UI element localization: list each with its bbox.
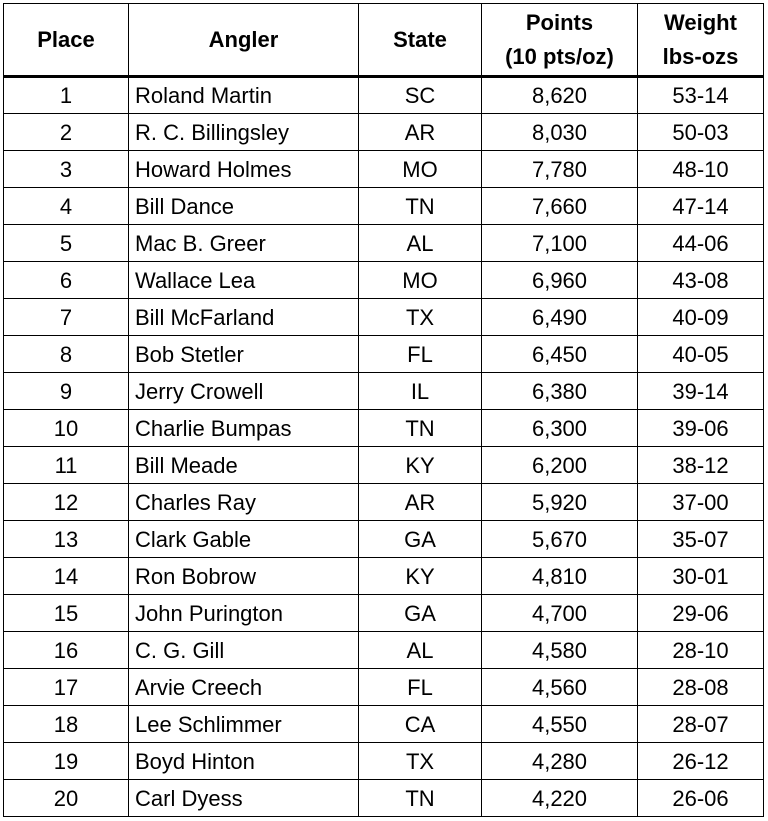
header-weight-title: Weight — [664, 9, 737, 35]
cell-points: 4,810 — [482, 558, 638, 595]
cell-weight: 28-10 — [638, 632, 764, 669]
cell-state: KY — [359, 558, 482, 595]
cell-weight: 39-14 — [638, 373, 764, 410]
header-state: State — [359, 4, 482, 77]
cell-weight: 28-08 — [638, 669, 764, 706]
table-row — [4, 484, 764, 521]
table-row — [4, 336, 764, 373]
cell-angler: Jerry Crowell — [129, 373, 359, 410]
cell-place: 6 — [4, 262, 129, 299]
cell-place: 18 — [4, 706, 129, 743]
cell-state: TX — [359, 299, 482, 336]
table-row — [4, 225, 764, 262]
table-body — [4, 77, 764, 817]
cell-angler: Mac B. Greer — [129, 225, 359, 262]
cell-points: 4,560 — [482, 669, 638, 706]
cell-state: GA — [359, 595, 482, 632]
cell-points: 4,700 — [482, 595, 638, 632]
cell-angler: Clark Gable — [129, 521, 359, 558]
cell-angler: Roland Martin — [129, 77, 359, 114]
header-angler: Angler — [129, 4, 359, 77]
table-row — [4, 595, 764, 632]
table-row — [4, 780, 764, 817]
header-points — [482, 4, 638, 77]
cell-state: MO — [359, 262, 482, 299]
cell-weight: 29-06 — [638, 595, 764, 632]
cell-state: AR — [359, 114, 482, 151]
cell-weight: 39-06 — [638, 410, 764, 447]
cell-weight: 53-14 — [638, 77, 764, 114]
cell-weight: 43-08 — [638, 262, 764, 299]
cell-points: 7,780 — [482, 151, 638, 188]
cell-weight: 40-05 — [638, 336, 764, 373]
cell-state: AR — [359, 484, 482, 521]
cell-state: TN — [359, 410, 482, 447]
table-row — [4, 114, 764, 151]
cell-points: 8,030 — [482, 114, 638, 151]
cell-place: 4 — [4, 188, 129, 225]
table-row — [4, 521, 764, 558]
cell-angler: Charlie Bumpas — [129, 410, 359, 447]
cell-state: FL — [359, 336, 482, 373]
cell-weight: 30-01 — [638, 558, 764, 595]
cell-points: 5,670 — [482, 521, 638, 558]
cell-angler: Boyd Hinton — [129, 743, 359, 780]
table-row — [4, 706, 764, 743]
cell-state: MO — [359, 151, 482, 188]
cell-points: 6,200 — [482, 447, 638, 484]
header-place: Place — [4, 4, 129, 77]
cell-weight: 40-09 — [638, 299, 764, 336]
cell-place: 8 — [4, 336, 129, 373]
cell-points: 4,220 — [482, 780, 638, 817]
standings-table — [3, 3, 764, 817]
table-row — [4, 299, 764, 336]
table-row — [4, 151, 764, 188]
cell-weight: 50-03 — [638, 114, 764, 151]
cell-weight: 47-14 — [638, 188, 764, 225]
header-row — [4, 4, 764, 77]
cell-state: CA — [359, 706, 482, 743]
cell-place: 17 — [4, 669, 129, 706]
cell-angler: R. C. Billingsley — [129, 114, 359, 151]
table-row — [4, 262, 764, 299]
cell-points: 5,920 — [482, 484, 638, 521]
cell-angler: Bill Meade — [129, 447, 359, 484]
cell-place: 13 — [4, 521, 129, 558]
table-row — [4, 410, 764, 447]
cell-weight: 28-07 — [638, 706, 764, 743]
cell-weight: 48-10 — [638, 151, 764, 188]
cell-place: 15 — [4, 595, 129, 632]
cell-place: 14 — [4, 558, 129, 595]
cell-angler: C. G. Gill — [129, 632, 359, 669]
cell-place: 19 — [4, 743, 129, 780]
cell-points: 6,960 — [482, 262, 638, 299]
cell-angler: Bill McFarland — [129, 299, 359, 336]
cell-points: 6,300 — [482, 410, 638, 447]
cell-angler: Bob Stetler — [129, 336, 359, 373]
cell-angler: Charles Ray — [129, 484, 359, 521]
cell-state: KY — [359, 447, 482, 484]
cell-place: 16 — [4, 632, 129, 669]
cell-angler: Wallace Lea — [129, 262, 359, 299]
cell-points: 7,100 — [482, 225, 638, 262]
cell-weight: 44-06 — [638, 225, 764, 262]
table-row — [4, 743, 764, 780]
cell-state: TX — [359, 743, 482, 780]
standings-table-container — [3, 3, 764, 817]
cell-place: 12 — [4, 484, 129, 521]
cell-angler: Ron Bobrow — [129, 558, 359, 595]
table-row — [4, 558, 764, 595]
cell-place: 10 — [4, 410, 129, 447]
cell-place: 7 — [4, 299, 129, 336]
cell-angler: Lee Schlimmer — [129, 706, 359, 743]
cell-weight: 37-00 — [638, 484, 764, 521]
cell-state: SC — [359, 77, 482, 114]
cell-points: 4,580 — [482, 632, 638, 669]
cell-points: 6,450 — [482, 336, 638, 373]
table-row — [4, 669, 764, 706]
cell-place: 9 — [4, 373, 129, 410]
header-points-unit: (10 pts/oz) — [505, 43, 614, 69]
header-points-title: Points — [525, 9, 594, 35]
cell-weight: 38-12 — [638, 447, 764, 484]
cell-angler: Carl Dyess — [129, 780, 359, 817]
cell-place: 1 — [4, 77, 129, 114]
cell-points: 7,660 — [482, 188, 638, 225]
table-row — [4, 77, 764, 114]
cell-state: GA — [359, 521, 482, 558]
cell-angler: Arvie Creech — [129, 669, 359, 706]
cell-angler: Howard Holmes — [129, 151, 359, 188]
cell-weight: 35-07 — [638, 521, 764, 558]
cell-weight: 26-06 — [638, 780, 764, 817]
header-weight — [638, 4, 764, 77]
cell-points: 6,490 — [482, 299, 638, 336]
cell-place: 11 — [4, 447, 129, 484]
cell-place: 2 — [4, 114, 129, 151]
header-weight-unit: lbs-ozs — [662, 43, 739, 69]
table-row — [4, 632, 764, 669]
table-row — [4, 188, 764, 225]
cell-points: 8,620 — [482, 77, 638, 114]
cell-place: 5 — [4, 225, 129, 262]
cell-state: TN — [359, 188, 482, 225]
cell-weight: 26-12 — [638, 743, 764, 780]
table-row — [4, 373, 764, 410]
cell-state: AL — [359, 632, 482, 669]
cell-angler: John Purington — [129, 595, 359, 632]
cell-points: 6,380 — [482, 373, 638, 410]
cell-state: TN — [359, 780, 482, 817]
cell-place: 3 — [4, 151, 129, 188]
cell-place: 20 — [4, 780, 129, 817]
cell-state: FL — [359, 669, 482, 706]
cell-points: 4,280 — [482, 743, 638, 780]
cell-angler: Bill Dance — [129, 188, 359, 225]
cell-points: 4,550 — [482, 706, 638, 743]
table-row — [4, 447, 764, 484]
cell-state: IL — [359, 373, 482, 410]
cell-state: AL — [359, 225, 482, 262]
